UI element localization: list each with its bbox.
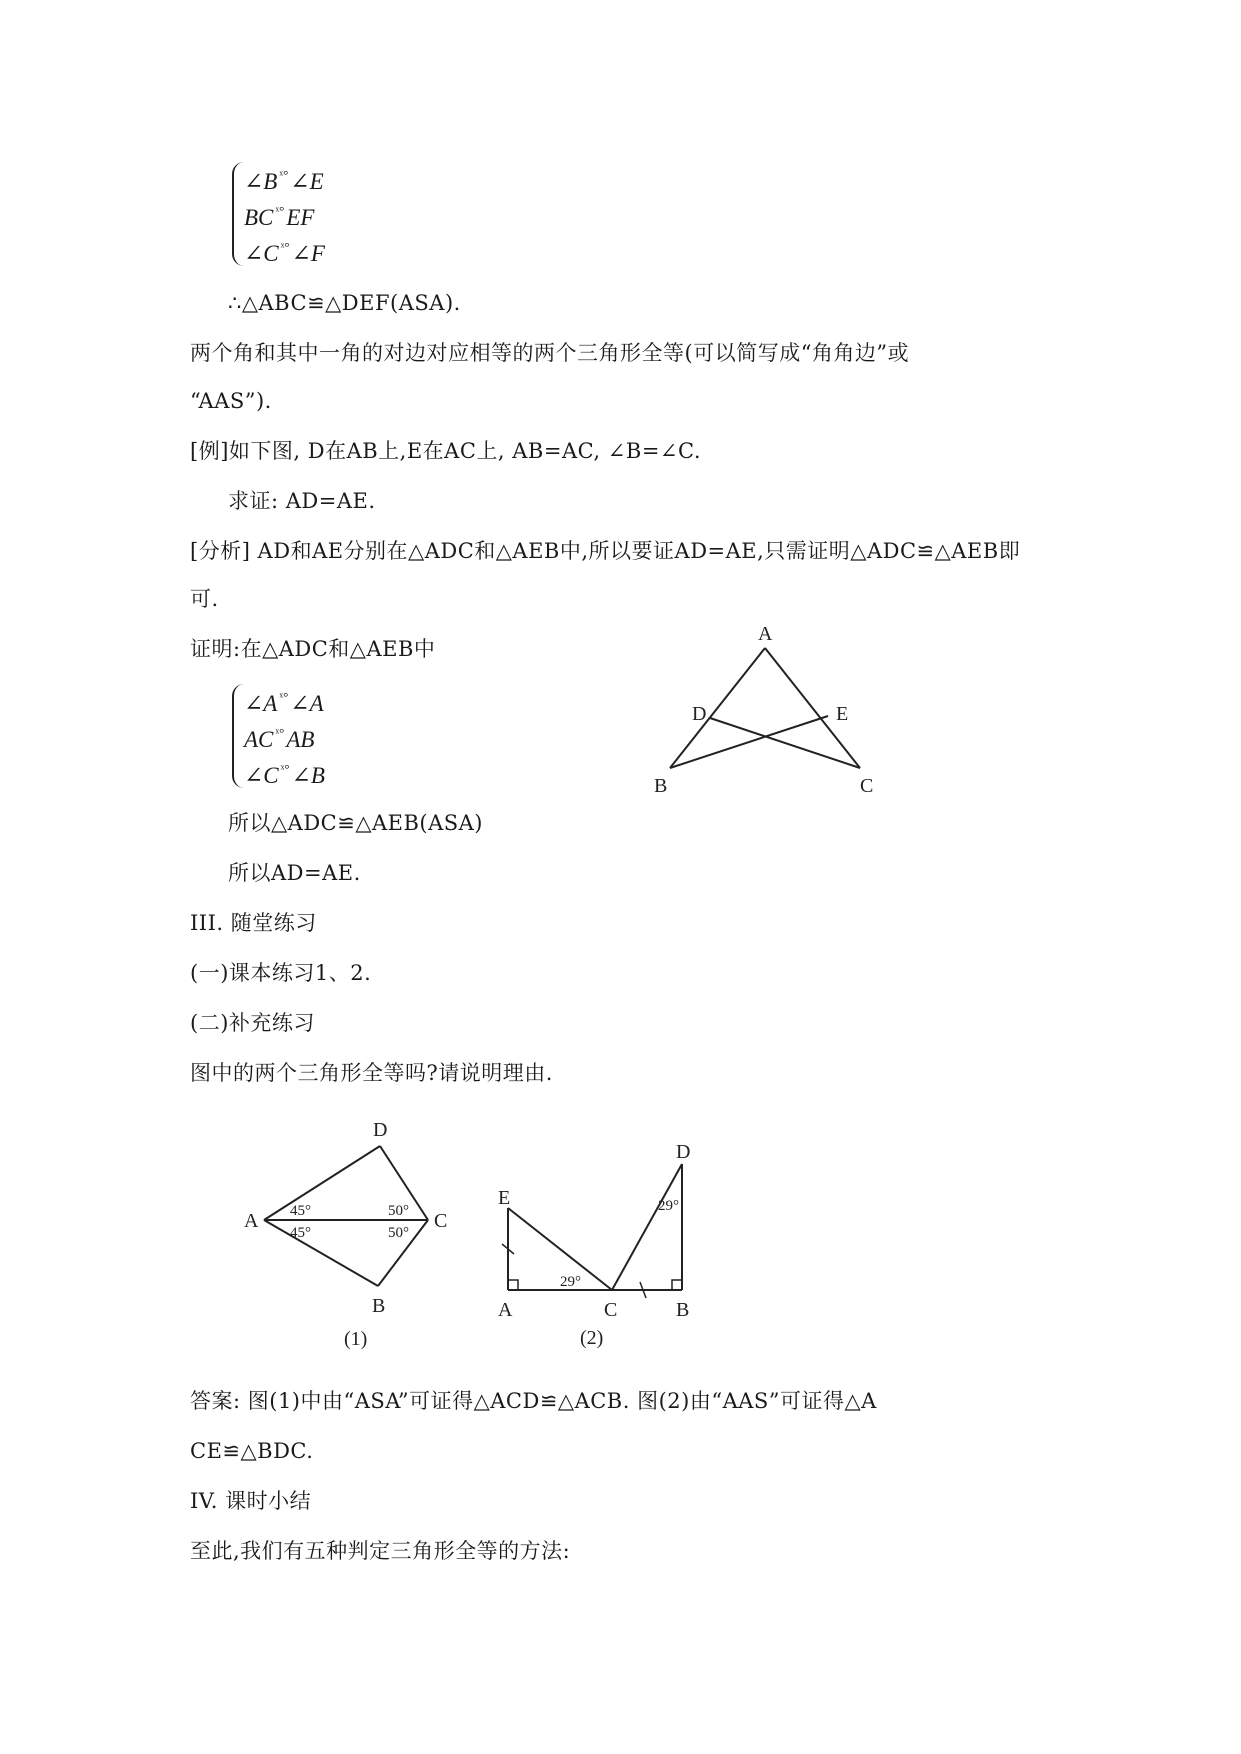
fig2-label-c: C <box>604 1299 618 1321</box>
conclusion-line-1: 所以△ADC≌△AEB(ASA) <box>228 811 483 835</box>
segment-cd <box>710 718 860 768</box>
fig1-angle-a-bottom: 45° <box>290 1225 311 1241</box>
aas-rule-line-2: “AAS”). <box>190 389 272 413</box>
fig1-label-b: B <box>372 1295 386 1317</box>
system1-row-1: ∠B $^{ˣ^\circ}$∠E <box>244 167 324 194</box>
fig1-label-c: C <box>434 1210 448 1232</box>
answer-line-1: 答案: 图(1)中由“ASA”可证得△ACD≌△ACB. 图(2)由“AAS”可证得△A <box>190 1389 877 1413</box>
label-c: C <box>860 775 874 797</box>
fig2-caption: (2) <box>580 1327 604 1349</box>
section-3-heading: III. 随堂练习 <box>190 911 317 935</box>
figure-1 <box>240 1110 460 1350</box>
therefore-line: ∴△ABC≌△DEF(ASA). <box>228 291 461 315</box>
fig1-label-d: D <box>373 1119 388 1141</box>
exercise-1-line: (一)课本练习1、2. <box>190 961 372 985</box>
system2-row-3: ∠C $^{ˣ^\circ}$∠B <box>244 761 325 788</box>
fig2-segment-cd <box>612 1164 682 1290</box>
exercise-2-line: (二)补充练习 <box>190 1011 315 1035</box>
label-a: A <box>758 623 773 645</box>
fig1-label-a: A <box>244 1210 259 1232</box>
label-d: D <box>692 703 707 725</box>
system1-row-2: BC $^{ˣ^\circ}$EF <box>244 203 315 230</box>
example-line: [例]如下图, D在AB上,E在AC上, AB=AC, ∠B=∠C. <box>190 439 702 463</box>
prove-line: 求证: AD=AE. <box>228 489 376 513</box>
aas-rule-line-1: 两个角和其中一角的对边对应相等的两个三角形全等(可以简写成“角角边”或 <box>190 341 910 365</box>
system1-row-3: ∠C $^{ˣ^\circ}$∠F <box>244 239 325 266</box>
fig2-right-angle-a <box>508 1280 518 1290</box>
fig2-label-e: E <box>498 1187 511 1209</box>
triangle-figure <box>640 620 900 800</box>
fig1-segment-ad <box>264 1146 380 1220</box>
fig1-segment-ab <box>264 1220 378 1286</box>
segment-ab <box>670 648 765 768</box>
label-e: E <box>836 703 849 725</box>
label-b: B <box>654 775 668 797</box>
fig1-angle-c-top: 50° <box>388 1203 409 1219</box>
conclusion-line-2: 所以AD=AE. <box>228 861 361 885</box>
section-4-heading: IV. 课时小结 <box>190 1489 312 1513</box>
fig1-caption: (1) <box>344 1328 368 1350</box>
proof-intro-line: 证明:在△ADC和△AEB中 <box>190 637 436 661</box>
summary-line: 至此,我们有五种判定三角形全等的方法: <box>190 1539 571 1563</box>
analysis-line-2: 可. <box>190 587 219 611</box>
fig2-right-angle-b <box>672 1280 682 1290</box>
fig2-label-d: D <box>676 1141 691 1163</box>
fig1-angle-a-top: 45° <box>290 1203 311 1219</box>
fig2-label-a: A <box>498 1299 513 1321</box>
fig2-angle-d: 29° <box>658 1198 679 1214</box>
system2-row-2: AC $^{ˣ^\circ}$AB <box>244 725 315 752</box>
fig1-angle-c-bottom: 50° <box>388 1225 409 1241</box>
fig2-angle-c: 29° <box>560 1274 581 1290</box>
answer-line-2: CE≌△BDC. <box>190 1439 314 1463</box>
analysis-line-1: [分析] AD和AE分别在△ADC和△AEB中,所以要证AD=AE,只需证明△ADC≌△AEB即 <box>190 539 1021 563</box>
question-line: 图中的两个三角形全等吗?请说明理由. <box>190 1061 553 1085</box>
system2-row-1: ∠A $^{ˣ^\circ}$∠A <box>244 689 324 716</box>
figure-2 <box>480 1100 710 1350</box>
fig2-label-b: B <box>676 1299 690 1321</box>
